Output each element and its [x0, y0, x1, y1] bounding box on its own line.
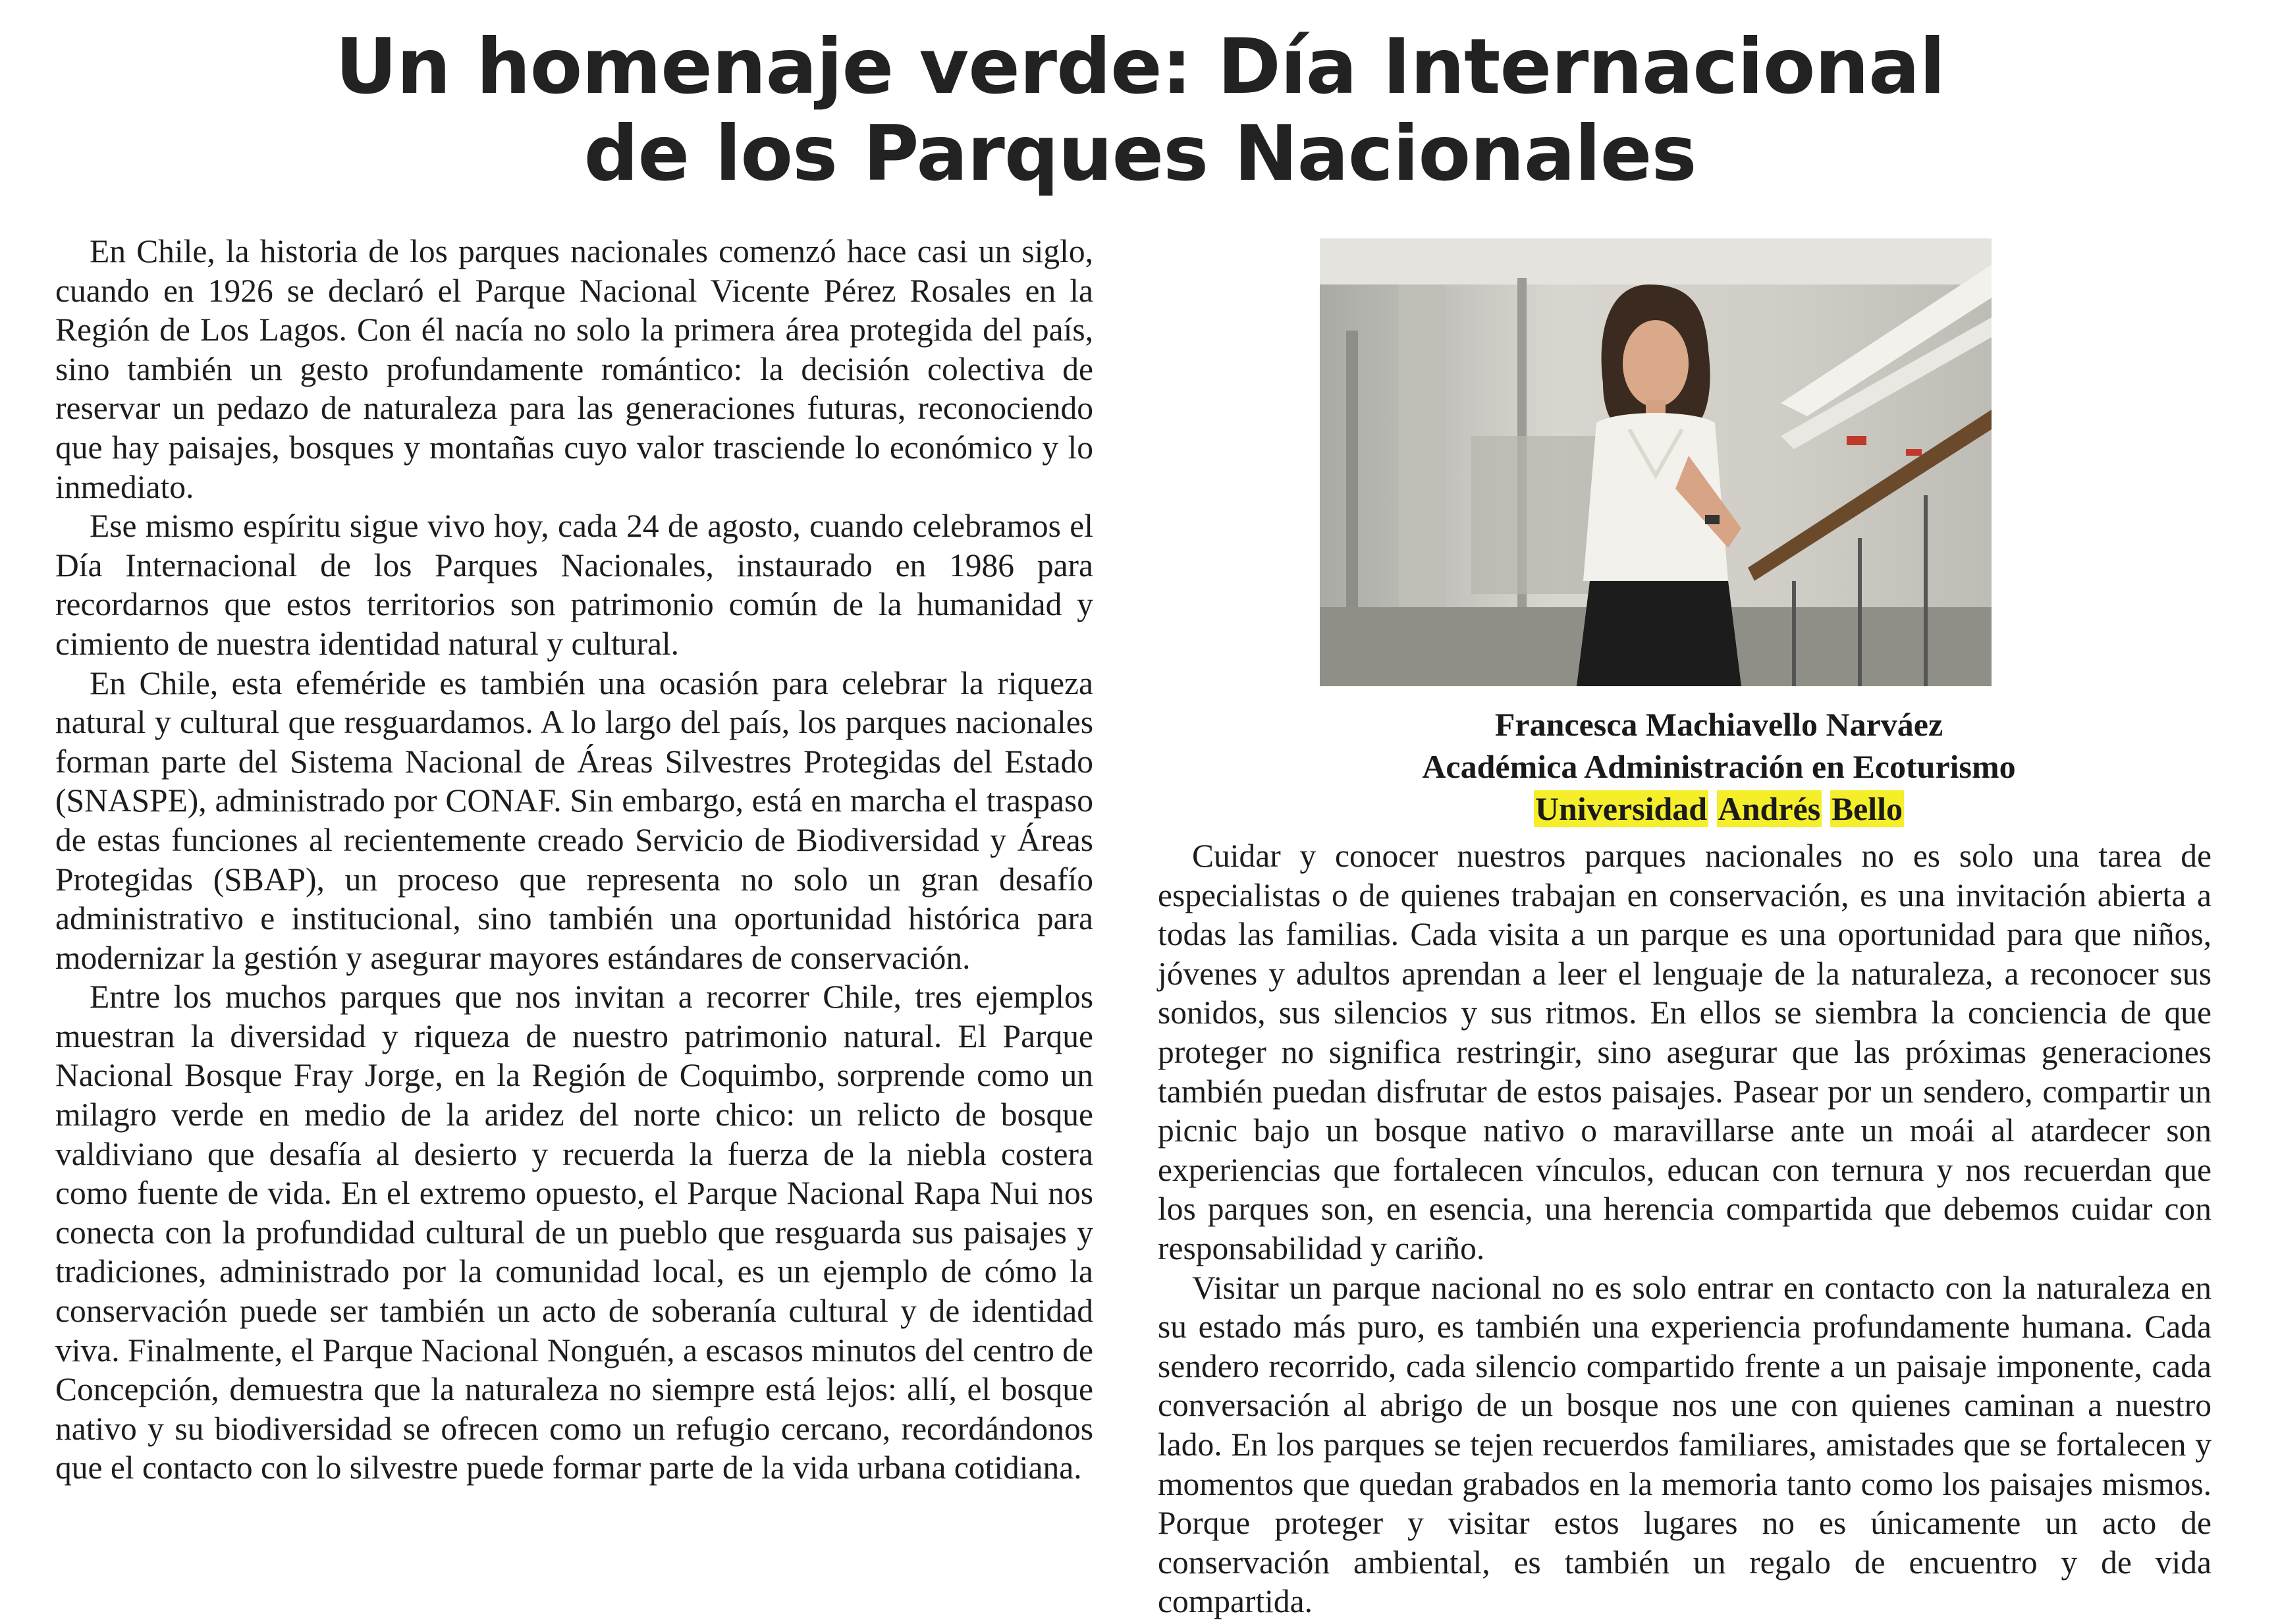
- paragraph: Visitar un parque nacional no es solo entrar en contacto con la naturaleza en su estado más puro, es también una experiencia profundamente humana. Cada sendero recorrido, cada silencio compartido frente a un paisaje imponente, cada conversación al abrigo de un bosque nos une con quienes caminan a nuestro lado. En los parques se tejen recuerdos familiares, amistades que se fortalecen y momentos que quedan grabados en la memoria tanto como los paisajes mismos. Porque proteger y visitar estos lugares no es únicamente un acto de conservación ambiental, es también un regalo de encuentro y de vida compartida.: [1158, 1269, 2212, 1620]
- author-institution: [1185, 788, 2252, 830]
- paragraph: En Chile, la historia de los parques nacionales comenzó hace casi un siglo, cuando en 1926 se declaró el Parque Nacional Vicente Pérez Rosales en la Región de Los Lagos. Con él nacía no solo la primera área protegida del país, sino también un gesto profundamente romántico: la decisión colectiva de reservar un pedazo de naturaleza para las generaciones futuras, reconociendo que hay paisajes, bosques y montañas cuyo valor trasciende lo económico y lo inmediato.: [55, 233, 1093, 505]
- left-column: [55, 232, 1093, 1488]
- headline-line-1: Un homenaje verde: Día Internacional: [335, 22, 1945, 111]
- institution-word: Bello: [1831, 790, 1903, 827]
- paragraph: Ese mismo espíritu sigue vivo hoy, cada 24 de agosto, cuando celebramos el Día Internacional de los Parques Nacionales, instaurado en 1986 para recordarnos que estos territorios son patrimonio común de la humanidad y cimiento de nuestra identidad natural y cultural.: [55, 508, 1093, 662]
- author-name: Francesca Machiavello Narváez: [1494, 706, 1943, 743]
- institution-word: Universidad: [1534, 790, 1708, 827]
- author-role: Académica Administración en Ecoturismo: [1422, 748, 2016, 785]
- author-photo: [1320, 238, 1992, 686]
- institution-word: Andrés: [1718, 790, 1821, 827]
- article-headline: [0, 24, 2280, 198]
- paragraph: Entre los muchos parques que nos invitan a recorrer Chile, tres ejemplos muestran la diversidad y riqueza de nuestro patrimonio natural. El Parque Nacional Bosque Fray Jorge, en la Región de Coquimbo, sorprende como un milagro verde en medio de la aridez del norte chico: un relicto de bosque valdiviano que desafía al desierto y recuerda la fuerza de la niebla costera como fuente de vida. En el extremo opuesto, el Parque Nacional Rapa Nui nos conecta con la profundidad cultural de un pueblo que resguarda sus paisajes y tradiciones, administrado por la comunidad local, es un ejemplo de cómo la conservación puede ser también un acto de soberanía cultural y de identidad viva. Finalmente, el Parque Nacional Nonguén, a escasos minutos del centro de Concepción, demuestra que la naturaleza no siempre está lejos: allí, el bosque nativo y su biodiversidad se ofrecen como un refugio cercano, recordándonos que el contacto con lo silvestre puede formar parte de la vida urbana cotidiana.: [55, 979, 1093, 1486]
- paragraph: En Chile, esta efeméride es también una ocasión para celebrar la riqueza natural y cultural que resguardamos. A lo largo del país, los parques nacionales forman parte del Sistema Nacional de Áreas Silvestres Protegidas del Estado (SNASPE), administrado por CONAF. Sin embargo, está en marcha el traspaso de estas funciones al recientemente creado Servicio de Biodiversidad y Áreas Protegidas (SBAP), un proceso que representa no solo un gran desafío administrativo e institucional, sino también una oportunidad histórica para modernizar la gestión y asegurar mayores estándares de conservación.: [55, 664, 1093, 976]
- author-photo-illustration: [1320, 238, 1992, 686]
- right-column: [1158, 836, 2212, 1621]
- headline-line-2: de los Parques Nacionales: [584, 109, 1696, 198]
- paragraph: Cuidar y conocer nuestros parques nacionales no es solo una tarea de especialistas o de quienes trabajan en conservación, es una invitación abierta a todas las familias. Cada visita a un parque es una oportunidad para que niños, jóvenes y adultos aprendan a leer el lenguaje de la naturaleza, a reconocer sus sonidos, sus silencios y sus ritmos. En ellos se siembra la conciencia de que proteger no significa restringir, sino asegurar que las próximas generaciones también puedan disfrutar de estos paisajes. Pasear por un sendero, compartir un picnic bajo un bosque nativo o maravillarse ante un moái al atardecer son experiencias que fortalecen vínculos, educan con ternura y nos recuerdan que los parques son, en esencia, una herencia compartida que debemos cuidar con responsabilidad y cariño.: [1158, 838, 2212, 1266]
- photo-caption: [1185, 703, 2252, 830]
